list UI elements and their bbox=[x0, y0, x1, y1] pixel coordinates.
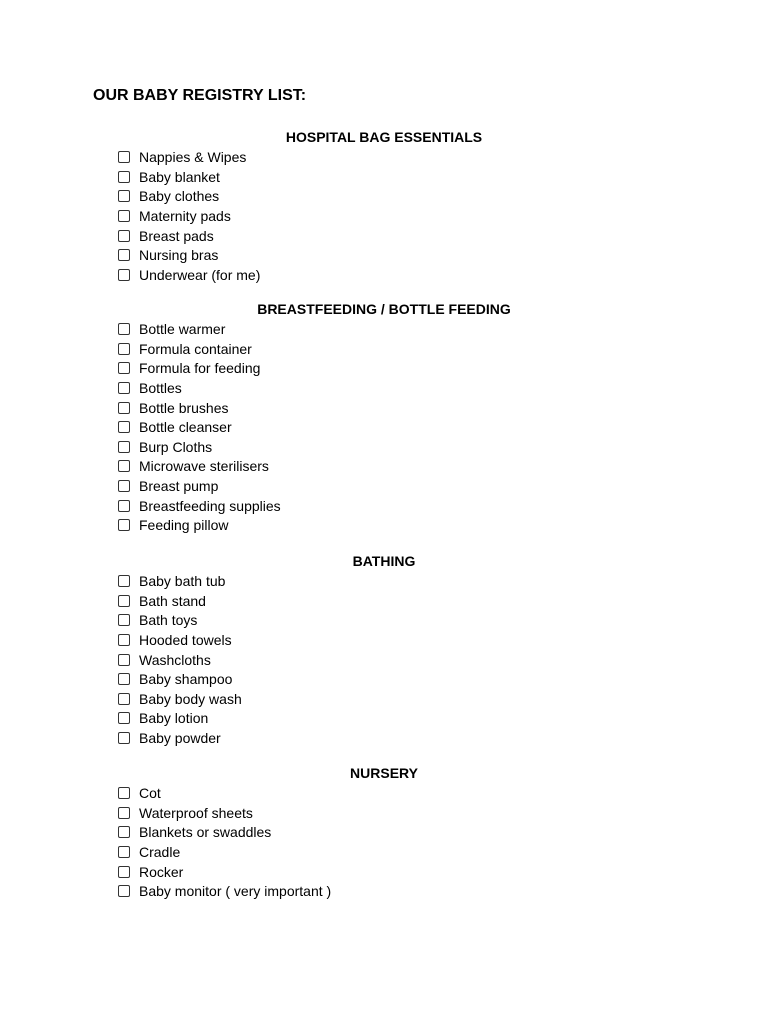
list-item bbox=[0, 842, 768, 862]
section-heading: BREASTFEEDING / BOTTLE FEEDING bbox=[257, 301, 511, 317]
checklist bbox=[0, 147, 768, 284]
item-label: Cradle bbox=[139, 843, 181, 860]
list-item bbox=[0, 571, 768, 591]
checkbox-icon[interactable] bbox=[118, 230, 130, 242]
checkbox-icon[interactable] bbox=[118, 190, 130, 202]
checkbox-icon[interactable] bbox=[118, 614, 130, 626]
item-label: Baby body wash bbox=[139, 690, 242, 707]
checkbox-icon[interactable] bbox=[118, 787, 130, 799]
list-item bbox=[0, 689, 768, 709]
list-item bbox=[0, 728, 768, 748]
section-feeding bbox=[0, 299, 768, 535]
checkbox-icon[interactable] bbox=[118, 362, 130, 374]
checkbox-icon[interactable] bbox=[118, 441, 130, 453]
item-label: Rocker bbox=[139, 863, 184, 880]
item-label: Bottle brushes bbox=[139, 399, 229, 416]
checkbox-icon[interactable] bbox=[118, 634, 130, 646]
list-item bbox=[0, 476, 768, 496]
list-item bbox=[0, 650, 768, 670]
item-label: Waterproof sheets bbox=[139, 804, 253, 821]
item-label: Breast pads bbox=[139, 227, 214, 244]
list-item bbox=[0, 456, 768, 476]
section-heading: HOSPITAL BAG ESSENTIALS bbox=[285, 129, 483, 145]
list-item bbox=[0, 862, 768, 882]
checkbox-icon[interactable] bbox=[118, 210, 130, 222]
checkbox-icon[interactable] bbox=[118, 323, 130, 335]
list-item bbox=[0, 669, 768, 689]
item-label: Blankets or swaddles bbox=[139, 824, 272, 841]
item-label: Formula container bbox=[139, 340, 252, 357]
checkbox-icon[interactable] bbox=[118, 595, 130, 607]
item-label: Baby bath tub bbox=[139, 573, 226, 589]
list-item bbox=[0, 783, 768, 803]
checkbox-icon[interactable] bbox=[118, 654, 130, 666]
checklist bbox=[0, 319, 768, 535]
item-label: Baby shampoo bbox=[139, 671, 233, 688]
checkbox-icon[interactable] bbox=[118, 732, 130, 744]
item-label: Bath toys bbox=[139, 612, 198, 629]
item-label: Underwear (for me) bbox=[139, 266, 261, 283]
list-item bbox=[0, 822, 768, 842]
item-label: Burp Cloths bbox=[139, 438, 213, 455]
checklist bbox=[0, 783, 768, 901]
item-label: Formula for feeding bbox=[139, 360, 261, 377]
list-item bbox=[0, 591, 768, 611]
checkbox-icon[interactable] bbox=[118, 500, 130, 512]
checkbox-icon[interactable] bbox=[118, 575, 130, 587]
checkbox-icon[interactable] bbox=[118, 826, 130, 838]
checkbox-icon[interactable] bbox=[118, 519, 130, 531]
section-heading: NURSERY bbox=[350, 765, 418, 781]
item-label: Bath stand bbox=[139, 592, 206, 609]
checkbox-icon[interactable] bbox=[118, 866, 130, 878]
item-label: Breast pump bbox=[139, 478, 219, 495]
list-item bbox=[0, 226, 768, 246]
checkbox-icon[interactable] bbox=[118, 402, 130, 414]
item-label: Baby powder bbox=[139, 730, 221, 747]
page-title: OUR BABY REGISTRY LIST: bbox=[93, 87, 307, 104]
checkbox-icon[interactable] bbox=[118, 693, 130, 705]
checkbox-icon[interactable] bbox=[118, 846, 130, 858]
item-label: Bottles bbox=[139, 379, 182, 396]
item-label: Hooded towels bbox=[139, 631, 232, 648]
item-label: Breastfeeding supplies bbox=[139, 497, 281, 514]
item-label: Nappies & Wipes bbox=[139, 149, 247, 165]
list-item bbox=[0, 398, 768, 418]
list-item bbox=[0, 319, 768, 339]
list-item bbox=[0, 496, 768, 516]
list-item bbox=[0, 206, 768, 226]
checkbox-icon[interactable] bbox=[118, 460, 130, 472]
list-item bbox=[0, 610, 768, 630]
item-label: Maternity pads bbox=[139, 207, 231, 224]
list-item bbox=[0, 167, 768, 187]
item-label: Washcloths bbox=[139, 651, 211, 668]
section-heading: BATHING bbox=[352, 553, 416, 569]
checkbox-icon[interactable] bbox=[118, 712, 130, 724]
list-item bbox=[0, 881, 768, 901]
item-label: Baby blanket bbox=[139, 168, 220, 185]
checkbox-icon[interactable] bbox=[118, 171, 130, 183]
list-item bbox=[0, 358, 768, 378]
section-hospital-bag bbox=[0, 127, 768, 284]
list-item bbox=[0, 437, 768, 457]
item-label: Cot bbox=[139, 785, 161, 801]
checkbox-icon[interactable] bbox=[118, 269, 130, 281]
item-label: Nursing bras bbox=[139, 247, 219, 264]
item-label: Baby lotion bbox=[139, 710, 209, 727]
checkbox-icon[interactable] bbox=[118, 673, 130, 685]
item-label: Baby monitor ( very important ) bbox=[139, 883, 332, 900]
checkbox-icon[interactable] bbox=[118, 421, 130, 433]
section-bathing bbox=[0, 551, 768, 748]
list-item bbox=[0, 245, 768, 265]
list-item bbox=[0, 708, 768, 728]
checkbox-icon[interactable] bbox=[118, 382, 130, 394]
item-label: Baby clothes bbox=[139, 188, 220, 205]
item-label: Feeding pillow bbox=[139, 517, 229, 534]
list-item bbox=[0, 515, 768, 535]
list-item bbox=[0, 339, 768, 359]
checkbox-icon[interactable] bbox=[118, 249, 130, 261]
list-item bbox=[0, 186, 768, 206]
item-label: Microwave sterilisers bbox=[139, 458, 269, 475]
section-nursery bbox=[0, 763, 768, 901]
checkbox-icon[interactable] bbox=[118, 343, 130, 355]
checkbox-icon[interactable] bbox=[118, 885, 130, 897]
list-item bbox=[0, 417, 768, 437]
checklist bbox=[0, 571, 768, 748]
item-label: Bottle warmer bbox=[139, 321, 226, 337]
checkbox-icon[interactable] bbox=[118, 151, 130, 163]
list-item bbox=[0, 630, 768, 650]
item-label: Bottle cleanser bbox=[139, 419, 232, 436]
list-item bbox=[0, 378, 768, 398]
list-item bbox=[0, 803, 768, 823]
list-item bbox=[0, 265, 768, 285]
checkbox-icon[interactable] bbox=[118, 807, 130, 819]
list-item bbox=[0, 147, 768, 167]
checkbox-icon[interactable] bbox=[118, 480, 130, 492]
